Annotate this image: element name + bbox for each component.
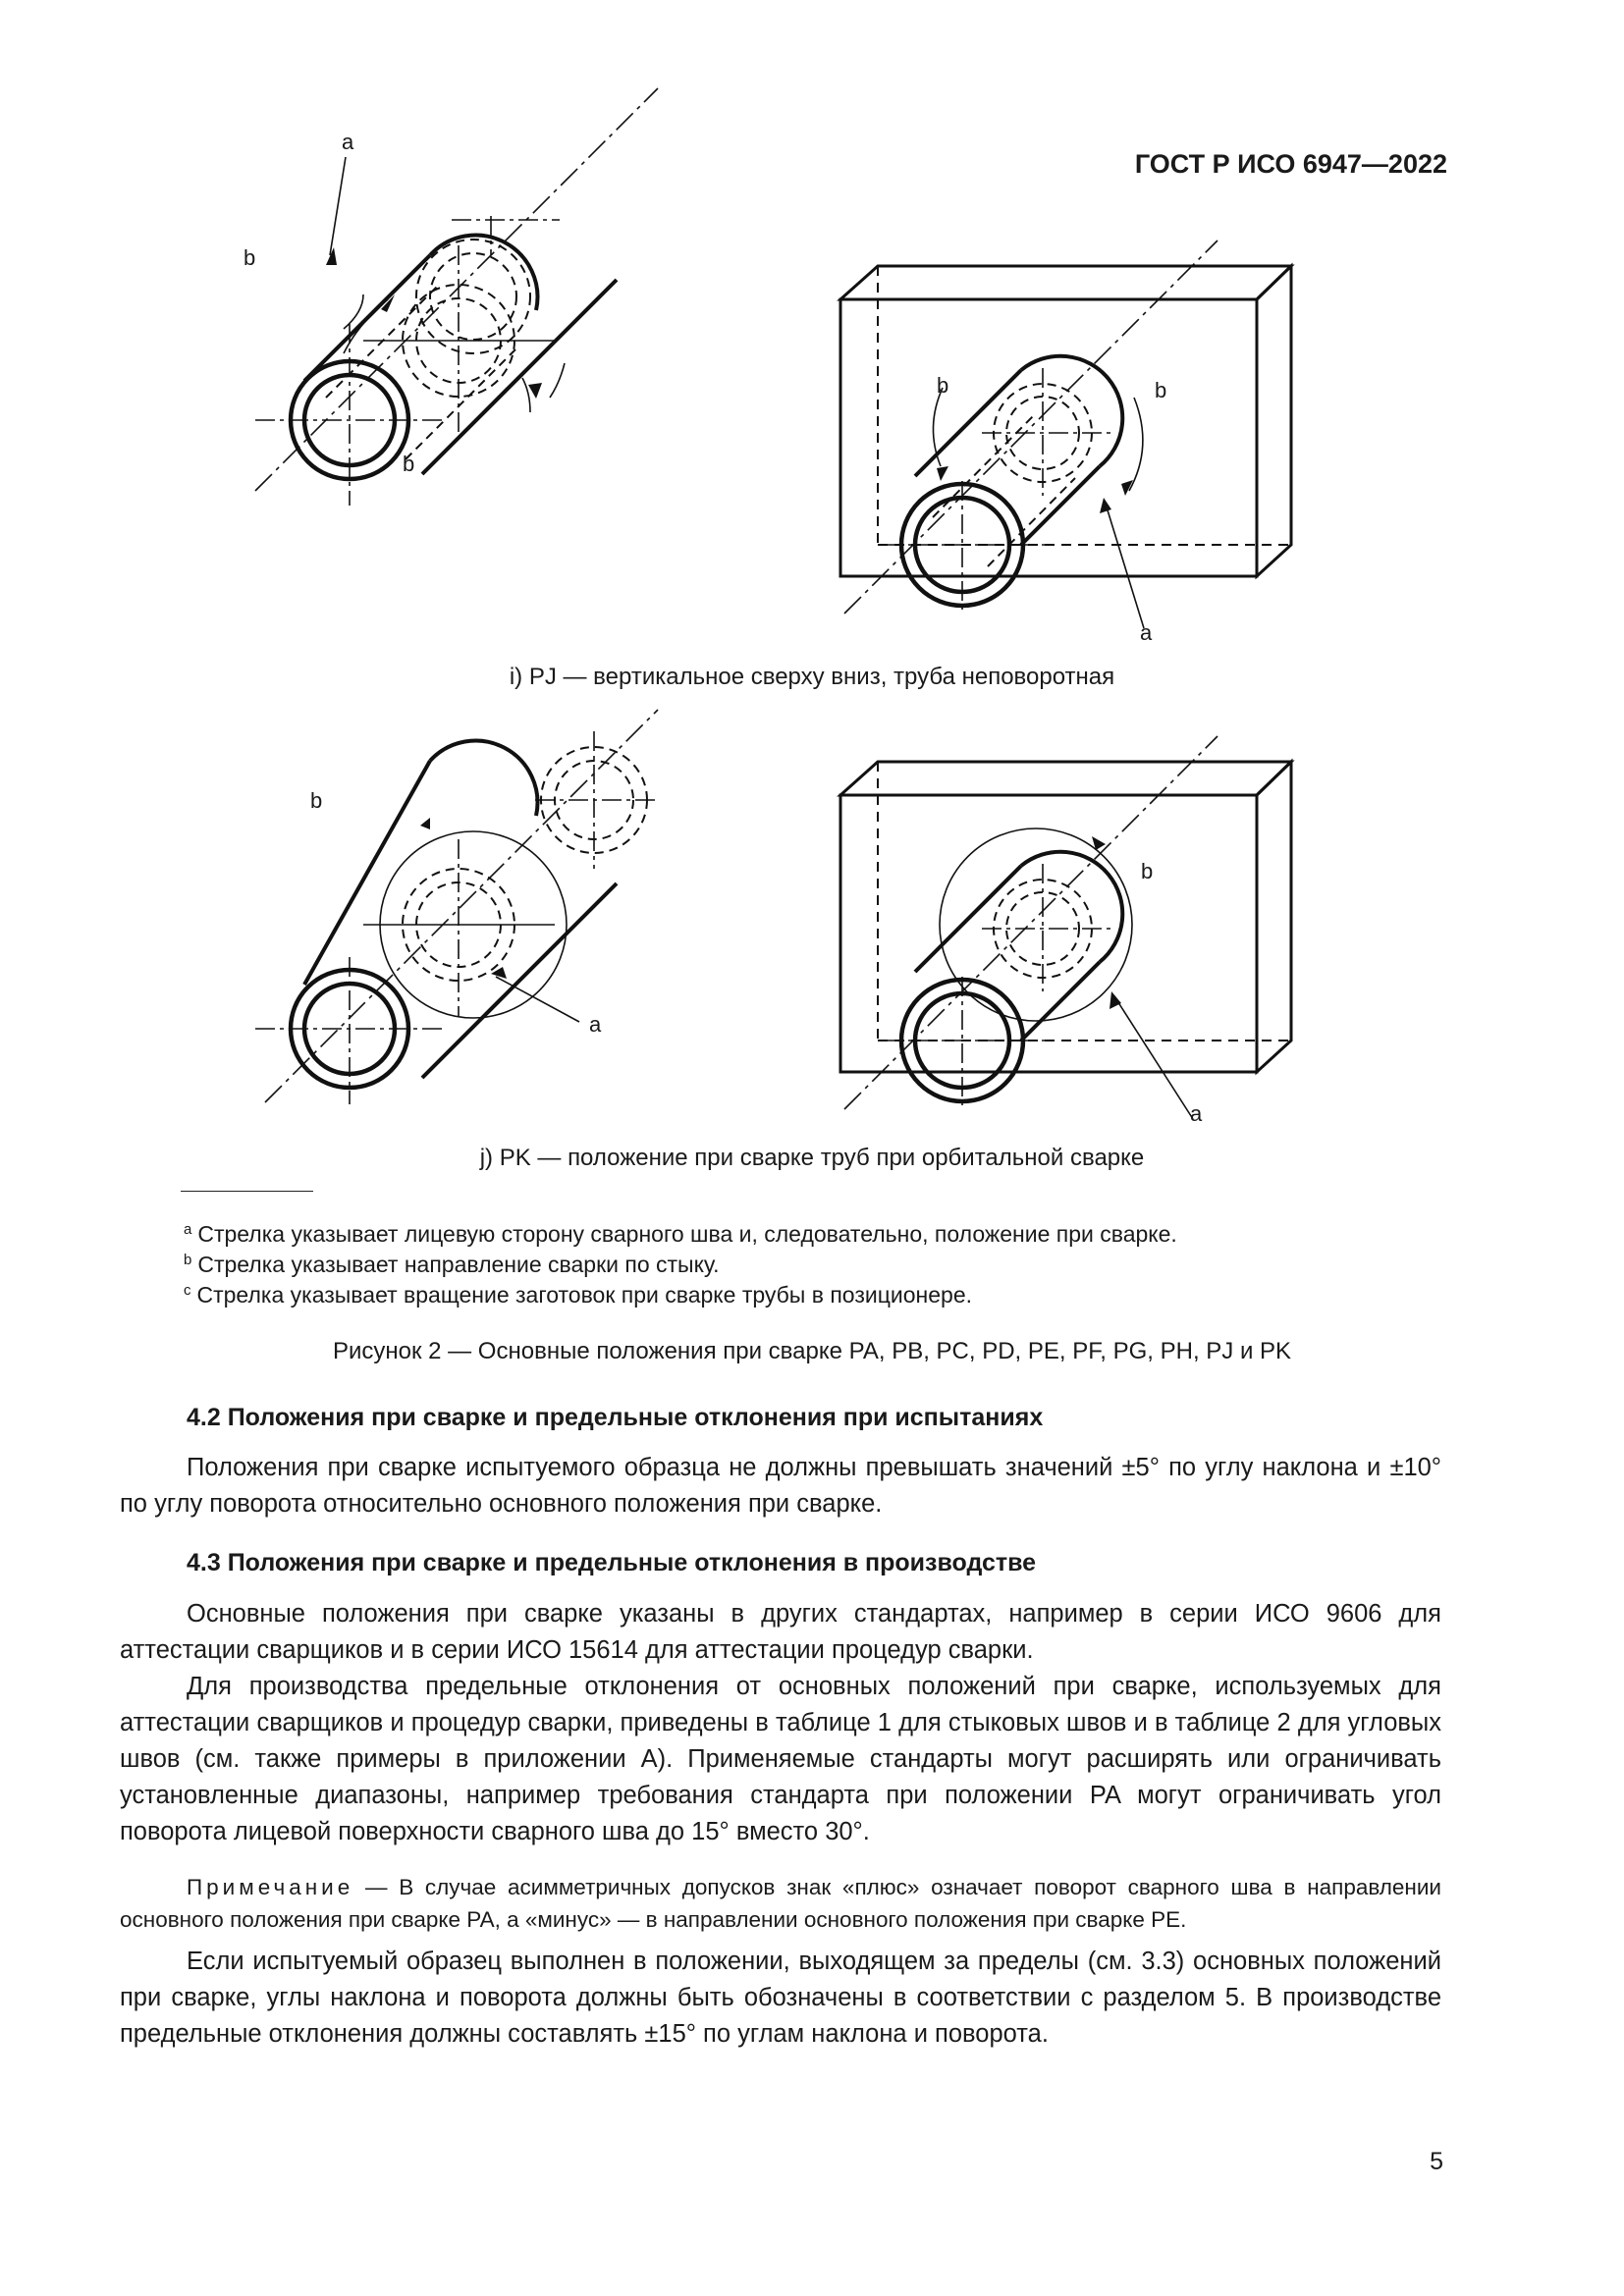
figure-i-box-drawing bbox=[835, 260, 1286, 658]
label-a: a bbox=[589, 1012, 602, 1037]
footnote-a: $^a$ Стрелка указывает лицевую сторону сварного шва и, следовательно, положение при сварке. bbox=[184, 1221, 1177, 1247]
label-a: a bbox=[1190, 1101, 1203, 1126]
footnote-c: $^c$ Стрелка указывает вращение заготовок при сварке трубы в позиционере. bbox=[184, 1282, 973, 1308]
label-a: a bbox=[342, 130, 354, 154]
figure-title: Рисунок 2 — Основные положения при сварке PA, PB, PC, PD, PE, PF, PG, PH, PJ и PK bbox=[332, 1338, 1292, 1364]
footnote-b: $^b$ Стрелка указывает направление сварки по стыку. bbox=[184, 1252, 720, 1277]
note: Примечание — В случае асимметричных допусков знак «плюс» означает поворот сварного шва в направлении основного положения при сварке PA, а «минус» — в направлении основного положения при сварке PE. bbox=[120, 1875, 1441, 1932]
figure-j-pipe-drawing bbox=[265, 721, 717, 1119]
paragraph-4-2: Положения при сварке испытуемого образца не должны превышать значений ±5° по углу наклона и ±10° по углу поворота относительно основного положения при сварке. bbox=[120, 1454, 1441, 1518]
paragraph-4-3-1: Основные положения при сварке указаны в других стандартах, например в серии ИСО 9606 для аттестации сварщиков и в серии ИСО 15614 для аттестации процедур сварки. bbox=[120, 1600, 1441, 1664]
caption-i: i) PJ — вертикальное сверху вниз, труба неповоротная bbox=[509, 664, 1115, 690]
figure-j-box-drawing bbox=[835, 756, 1286, 1153]
label-b: b bbox=[310, 788, 323, 813]
label-b: b bbox=[937, 373, 949, 398]
label-b: b bbox=[1155, 378, 1167, 402]
label-b: b bbox=[244, 245, 256, 270]
footnote-separator bbox=[181, 1191, 313, 1192]
note-label: Примечание bbox=[187, 1875, 354, 1899]
label-b: b bbox=[1141, 859, 1154, 883]
figure-i-pipe-drawing bbox=[244, 130, 717, 623]
label-b: b bbox=[403, 452, 415, 476]
caption-j: j) PK — положение при сварке труб при орбитальной сварке bbox=[479, 1145, 1145, 1171]
standard-header: ГОСТ Р ИСО 6947—2022 bbox=[1134, 149, 1447, 179]
page-number: 5 bbox=[1430, 2148, 1443, 2175]
heading-4-3: 4.3 Положения при сварке и предельные отклонения в производстве bbox=[187, 1549, 1037, 1576]
heading-4-2: 4.2 Положения при сварке и предельные отклонения при испытаниях bbox=[187, 1404, 1044, 1431]
paragraph-4-3-2: Для производства предельные отклонения от основных положений при сварке, используемых для аттестации сварщиков и процедур сварки, приведены в таблице 1 для стыковых швов и в таблице 2 для угловых швов (см. также примеры в приложении А). Применяемые стандарты могут расширять или ограничивать установленные диапазоны, например требования стандарта при положении PA могут ограничивать угол поворота лицевой поверхности сварного шва до 15° вместо 30°. bbox=[120, 1673, 1441, 1845]
label-a: a bbox=[1140, 620, 1153, 645]
paragraph-4-3-3: Если испытуемый образец выполнен в положении, выходящем за пределы (см. 3.3) основных положений при сварке, углы наклона и поворота должны быть обозначены в соответствии с разделом 5. В производстве предельные отклонения должны составлять ±15° по углам наклона и поворота. bbox=[120, 1948, 1441, 2048]
